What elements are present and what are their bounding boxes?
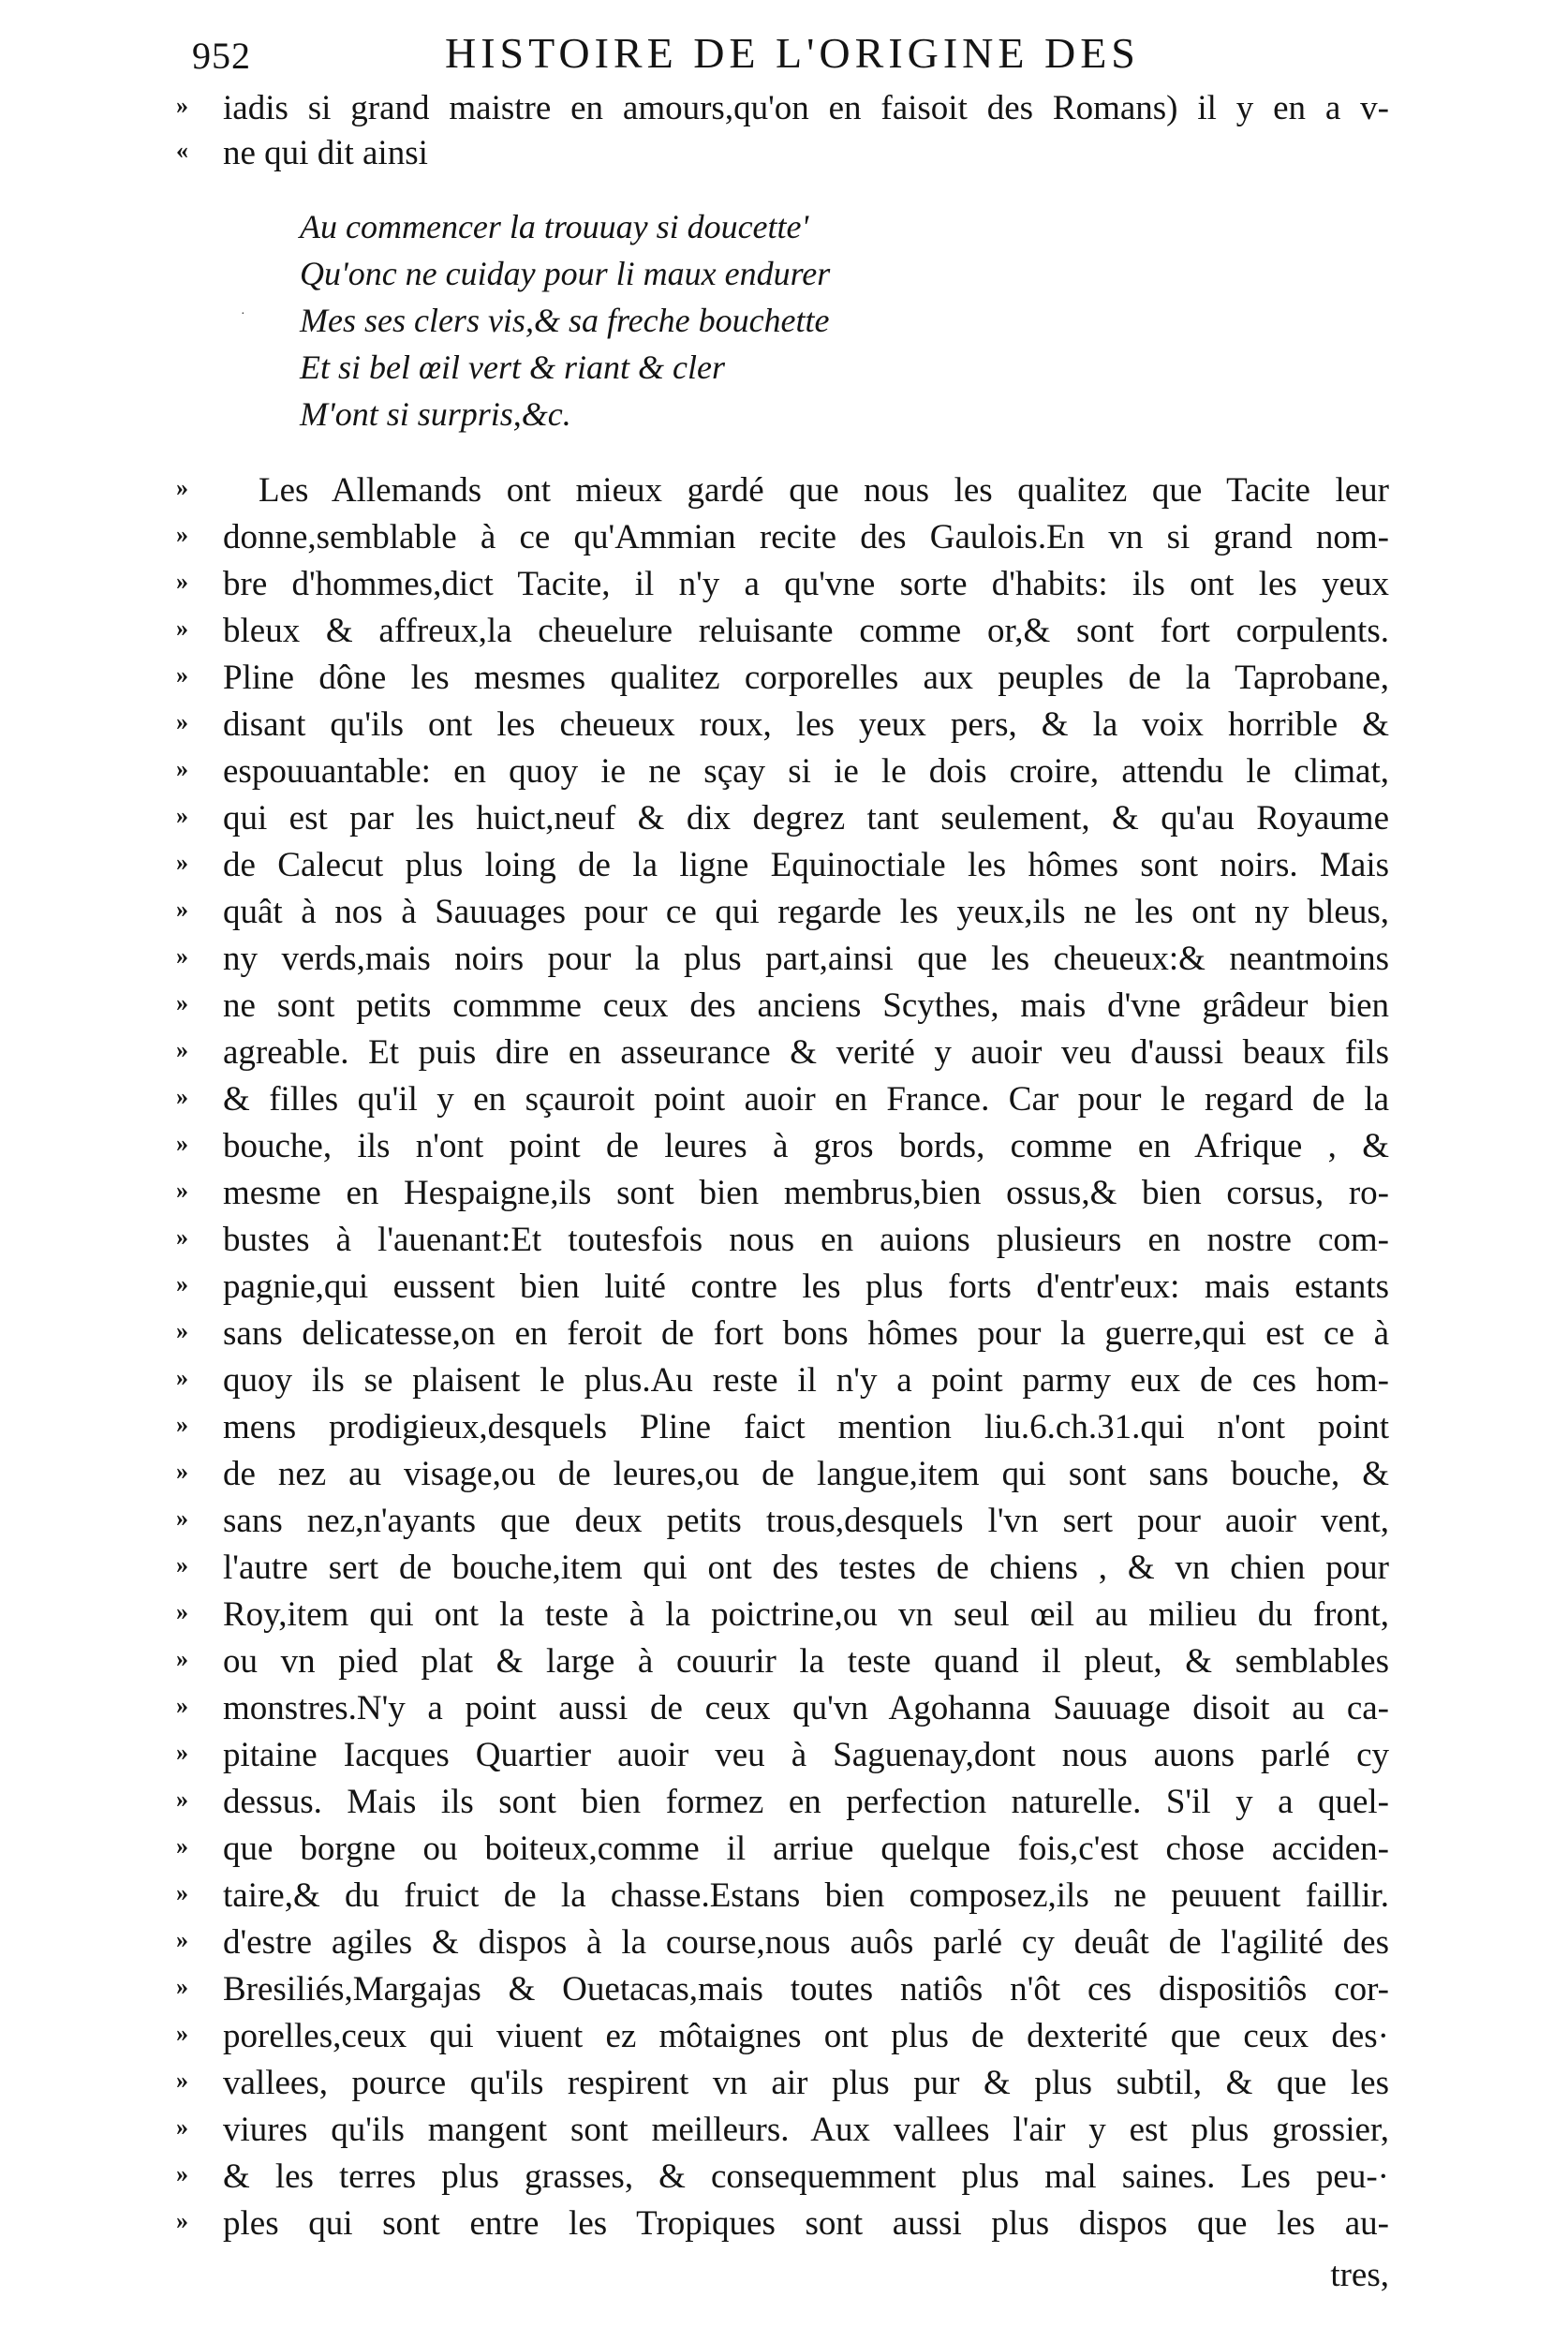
line-text: sans nez,n'ayants que deux petits trous,desquels l'vn sert pour auoir vent, xyxy=(223,1502,1389,1540)
line-text: taire,& du fruict de la chasse.Estans bien composez,ils ne peuuent faillir. xyxy=(223,1876,1389,1915)
line-text: quât à nos à Sauuages pour ce qui regarde les yeux,ils ne les ont ny bleus, xyxy=(223,893,1389,931)
body-line xyxy=(0,656,1568,704)
body-line xyxy=(0,1030,1568,1079)
line-text: & filles qu'il y en sçauroit point auoir en France. Car pour le regard de la xyxy=(223,1080,1389,1119)
line-text: pagnie,qui eussent bien luité contre les plus forts d'entr'eux: mais estants xyxy=(223,1267,1389,1306)
line-text: Pline dône les mesmes qualitez corporelles aux peuples de la Taprobane, xyxy=(223,659,1389,697)
quote-mark: » xyxy=(176,2067,188,2094)
body-line xyxy=(0,609,1568,658)
quote-mark: » xyxy=(176,1973,188,2000)
quote-mark: » xyxy=(176,2113,188,2141)
quote-mark: » xyxy=(176,1692,188,1719)
line-text: ou vn pied plat & large à couurir la teste quand il pleut, & semblables xyxy=(223,1642,1389,1681)
line-text: mens prodigieux,desquels Pline faict mention liu.6.ch.31.qui n'ont point xyxy=(223,1408,1389,1446)
body-line xyxy=(0,796,1568,845)
verse-line: Mes ses clers vis,& sa freche bouchette xyxy=(300,302,830,339)
body-line xyxy=(0,562,1568,611)
body-line xyxy=(0,1077,1568,1126)
body-line xyxy=(0,937,1568,986)
line-text: ny verds,mais noirs pour la plus part,ainsi que les cheueux:& neantmoins xyxy=(223,940,1389,978)
quote-mark: » xyxy=(176,2207,188,2234)
stray-mark: · xyxy=(241,307,245,321)
line-text: donne,semblable à ce qu'Ammian recite des Gaulois.En vn si grand nom- xyxy=(223,518,1389,556)
quote-mark: » xyxy=(176,1458,188,1485)
quote-mark: » xyxy=(176,1598,188,1625)
line-text: bre d'hommes,dict Tacite, il n'y a qu'vne sorte d'habits: ils ont les yeux xyxy=(223,565,1389,603)
quote-mark: » xyxy=(176,568,188,595)
body-line xyxy=(0,984,1568,1032)
quote-mark: » xyxy=(176,92,188,119)
line-text: viures qu'ils mangent sont meilleurs. Aux vallees l'air y est plus grossier, xyxy=(223,2111,1389,2149)
quote-mark: » xyxy=(176,1130,188,1157)
verse-line: Qu'onc ne cuiday pour li maux endurer xyxy=(300,255,831,292)
body-line xyxy=(0,1546,1568,1594)
body-line xyxy=(0,749,1568,798)
line-text: disant qu'ils ont les cheueux roux, les yeux pers, & la voix horrible & xyxy=(223,705,1389,744)
line-text: bustes à l'auenant:Et toutesfois nous en auions plusieurs en nostre com- xyxy=(223,1221,1389,1259)
body-line xyxy=(0,1499,1568,1548)
quote-mark: » xyxy=(176,1786,188,1813)
body-line xyxy=(0,890,1568,939)
body-line xyxy=(0,1920,1568,1969)
quote-mark: » xyxy=(176,1411,188,1438)
line-text: Roy,item qui ont la teste à la poictrine,ou vn seul œil au milieu du front, xyxy=(223,1595,1389,1634)
running-title: HISTOIRE DE L'ORIGINE DES xyxy=(445,29,1140,77)
line-text: ne sont petits commme ceux des anciens Scythes, mais d'vne grâdeur bien xyxy=(223,986,1389,1025)
line-text: bouche, ils n'ont point de leures à gros bords, comme en Afrique , & xyxy=(223,1127,1389,1165)
line-text: de Calecut plus loing de la ligne Equinoctiale les hômes sont noirs. Mais xyxy=(223,846,1389,884)
quote-mark: » xyxy=(176,1739,188,1766)
body-line xyxy=(0,468,1568,517)
quote-mark: » xyxy=(176,802,188,829)
body-line xyxy=(0,1686,1568,1735)
quote-mark: » xyxy=(176,989,188,1016)
body-line xyxy=(0,1218,1568,1267)
page-header xyxy=(192,28,1419,84)
quote-mark: » xyxy=(176,1645,188,1672)
quote-mark: » xyxy=(176,1223,188,1251)
quote-mark: » xyxy=(176,1364,188,1391)
line-text: porelles,ceux qui viuent ez môtaignes ont plus de dexterité que ceux des· xyxy=(223,2017,1389,2055)
quote-mark: » xyxy=(176,942,188,970)
body-line xyxy=(0,1124,1568,1173)
line-text: vallees, pource qu'ils respirent vn air plus pur & plus subtil, & que les xyxy=(223,2064,1389,2102)
line-text: Les Allemands ont mieux gardé que nous les qualitez que Tacite leur xyxy=(259,471,1389,510)
quote-mark: » xyxy=(176,849,188,876)
line-text: de nez au visage,ou de leures,ou de langue,item qui sont sans bouche, & xyxy=(223,1455,1389,1493)
line-text: Bresiliés,Margajas & Ouetacas,mais toutes natiôs n'ôt ces dispositiôs cor- xyxy=(223,1970,1389,2008)
body-line xyxy=(0,1358,1568,1407)
line-text: pitaine Iacques Quartier auoir veu à Saguenay,dont nous auons parlé cy xyxy=(223,1736,1389,1774)
quote-mark: » xyxy=(176,1505,188,1532)
body-line xyxy=(0,1171,1568,1220)
body-line xyxy=(0,1405,1568,1454)
quote-mark: « xyxy=(176,137,188,164)
quote-mark: » xyxy=(176,1270,188,1297)
line-text: ne qui dit ainsi xyxy=(223,134,428,172)
line-text: l'autre sert de bouche,item qui ont des testes de chiens , & vn chien pour xyxy=(223,1549,1389,1587)
quote-mark: » xyxy=(176,661,188,689)
line-text: d'estre agiles & dispos à la course,nous auôs parlé cy deuât de l'agilité des xyxy=(223,1923,1389,1962)
body-line xyxy=(0,1593,1568,1641)
body-line xyxy=(0,2014,1568,2063)
quote-mark: » xyxy=(176,615,188,642)
quote-mark: » xyxy=(176,1551,188,1579)
body-line xyxy=(0,2201,1568,2250)
body-line xyxy=(0,1452,1568,1501)
line-text: & les terres plus grasses, & consequemment plus mal saines. Les peu-· xyxy=(223,2157,1389,2196)
verse-line: Et si bel œil vert & riant & cler xyxy=(300,348,725,386)
page-number: 952 xyxy=(192,35,251,77)
body-line xyxy=(0,2155,1568,2203)
line-text: dessus. Mais ils sont bien formez en perfection naturelle. S'il y a quel- xyxy=(223,1783,1389,1821)
quote-mark: » xyxy=(176,2160,188,2187)
catchword: tres, xyxy=(1330,2256,1389,2294)
quote-mark: » xyxy=(176,521,188,548)
line-text: quoy ils se plaisent le plus.Au reste il n'y a point parmy eux de ces hom- xyxy=(223,1361,1389,1400)
quote-mark: » xyxy=(176,1036,188,1063)
quote-mark: » xyxy=(176,755,188,782)
quote-mark: » xyxy=(176,474,188,501)
line-text: monstres.N'y a point aussi de ceux qu'vn Agohanna Sauuage disoit au ca- xyxy=(223,1689,1389,1727)
body-line xyxy=(0,843,1568,892)
body-line xyxy=(0,1967,1568,2016)
line-text: ples qui sont entre les Tropiques sont aussi plus dispos que les au- xyxy=(223,2204,1389,2243)
verse-line: M'ont si surpris,&c. xyxy=(300,395,571,433)
quote-mark: » xyxy=(176,1832,188,1860)
body-line xyxy=(0,1265,1568,1313)
body-line xyxy=(0,2108,1568,2157)
quote-mark: » xyxy=(176,2020,188,2047)
line-text: sans delicatesse,on en feroit de fort bons hômes pour la guerre,qui est ce à xyxy=(223,1314,1389,1353)
body-line xyxy=(0,1874,1568,1922)
verse-line: Au commencer la trouuay si doucette' xyxy=(300,208,809,245)
intro-line xyxy=(0,131,1568,180)
quote-mark: » xyxy=(176,896,188,923)
body-line xyxy=(0,1827,1568,1875)
line-text: espouuantable: en quoy ie ne sçay si ie le dois croire, attendu le climat, xyxy=(223,752,1389,791)
quote-mark: » xyxy=(176,1879,188,1906)
quote-mark: » xyxy=(176,1317,188,1344)
quote-mark: » xyxy=(176,1083,188,1110)
line-text: qui est par les huict,neuf & dix degrez tant seulement, & qu'au Royaume xyxy=(223,799,1389,837)
quote-mark: » xyxy=(176,1926,188,1953)
quote-mark: » xyxy=(176,1177,188,1204)
body-line xyxy=(0,2061,1568,2110)
intro-line xyxy=(0,86,1568,135)
body-line xyxy=(0,1780,1568,1829)
line-text: que borgne ou boiteux,comme il arriue quelque fois,c'est chose acciden- xyxy=(223,1830,1389,1868)
body-line xyxy=(0,1312,1568,1360)
line-text: agreable. Et puis dire en asseurance & verité y auoir veu d'aussi beaux fils xyxy=(223,1033,1389,1072)
body-line xyxy=(0,1639,1568,1688)
body-line xyxy=(0,515,1568,564)
body-line xyxy=(0,1733,1568,1782)
line-text: iadis si grand maistre en amours,qu'on en faisoit des Romans) il y en a v- xyxy=(223,89,1389,127)
catchword-line xyxy=(0,2253,1568,2302)
quote-mark: » xyxy=(176,708,188,735)
body-line xyxy=(0,703,1568,751)
line-text: bleux & affreux,la cheuelure reluisante comme or,& sont fort corpulents. xyxy=(223,612,1389,650)
line-text: mesme en Hespaigne,ils sont bien membrus,bien ossus,& bien corsus, ro- xyxy=(223,1174,1389,1212)
